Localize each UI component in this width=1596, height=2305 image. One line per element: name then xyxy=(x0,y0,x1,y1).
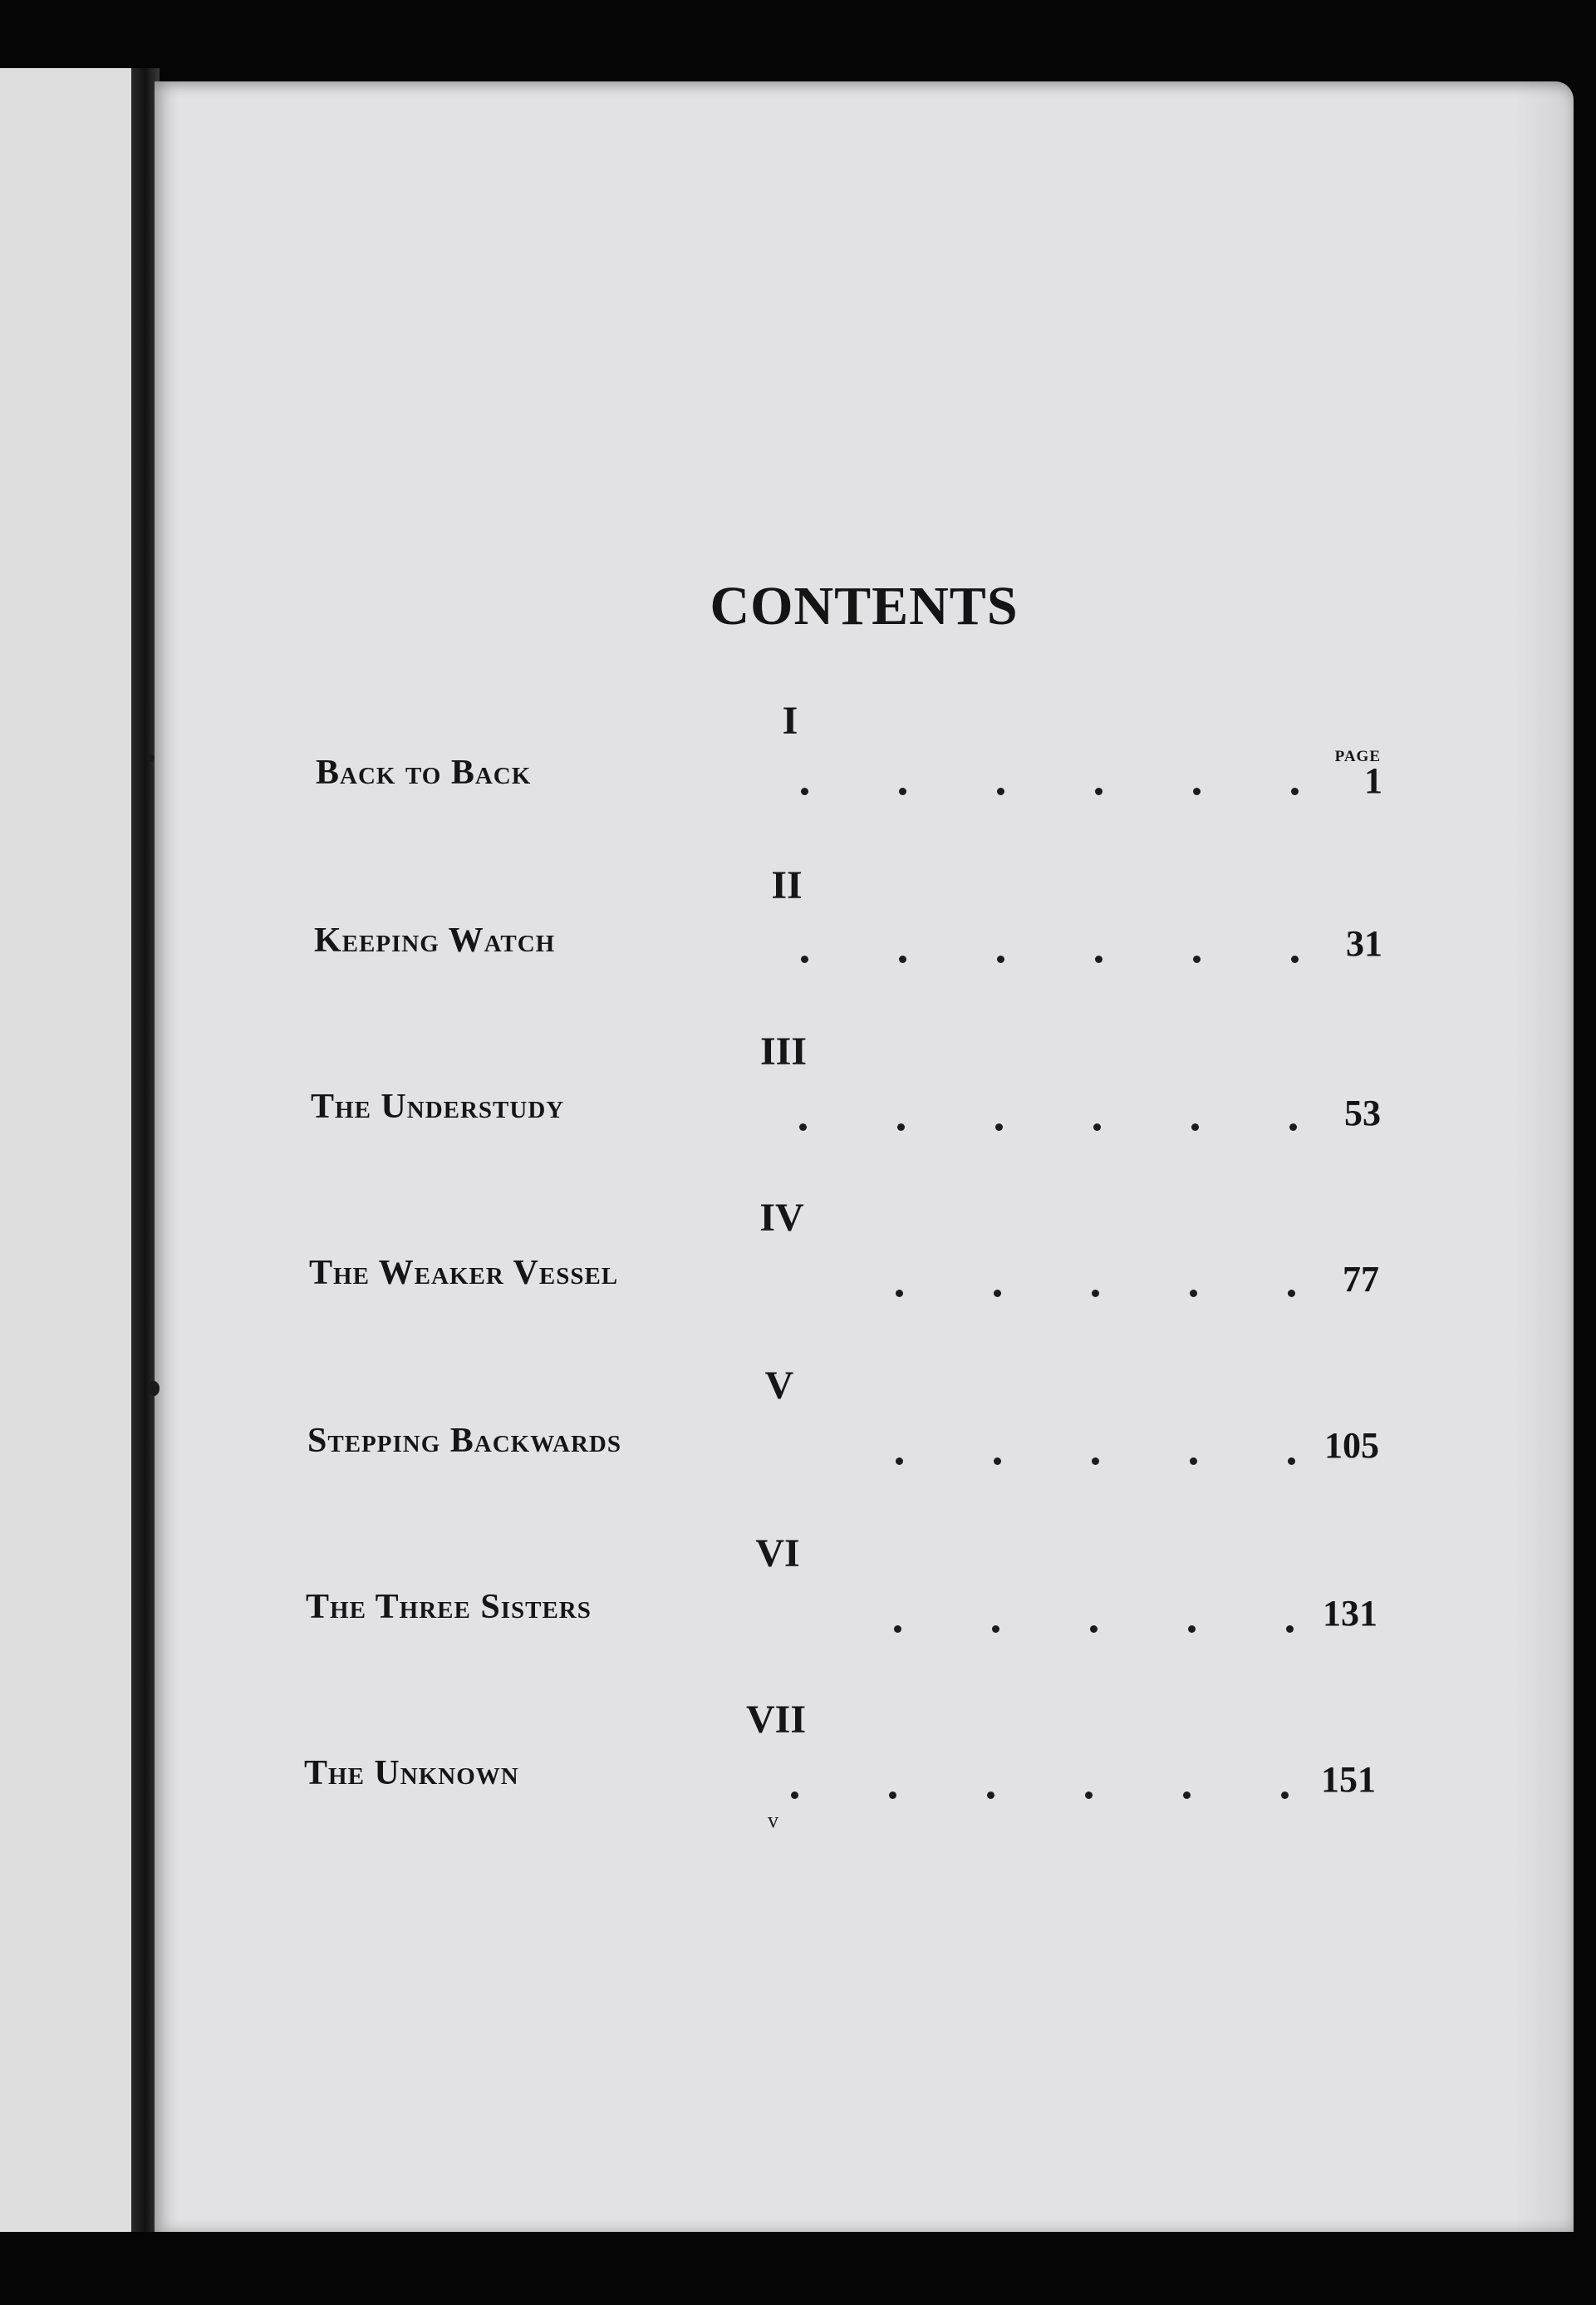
leader-dot xyxy=(1190,1457,1197,1465)
toc-entry[interactable] xyxy=(309,1253,1414,1303)
scan-speck xyxy=(148,754,155,761)
leader-dot xyxy=(899,788,906,795)
leader-dot xyxy=(1093,1123,1101,1131)
leader-dot xyxy=(896,1457,903,1465)
page-number: 131 xyxy=(1323,1593,1377,1634)
toc-entry[interactable] xyxy=(304,1753,1409,1803)
toc-entry[interactable] xyxy=(307,1421,1412,1471)
leader-dot xyxy=(1092,1457,1099,1465)
page-number: 31 xyxy=(1346,923,1382,964)
chapter-numeral: VII xyxy=(745,1698,807,1742)
leader-dot xyxy=(801,788,808,795)
contents-page xyxy=(155,81,1574,2232)
toc-entry[interactable] xyxy=(316,753,1421,803)
chapter-title: Back to Back xyxy=(316,754,532,792)
leader-dot xyxy=(1092,1290,1099,1297)
chapter-title: The Understudy xyxy=(311,1088,565,1126)
leader-dot xyxy=(1191,1123,1199,1131)
chapter-numeral: IV xyxy=(759,1196,804,1240)
leader-dot xyxy=(1183,1791,1191,1799)
leader-dot xyxy=(889,1791,896,1799)
page-number: 53 xyxy=(1344,1093,1381,1133)
leader-dot xyxy=(997,956,1004,963)
chapter-numeral: I xyxy=(782,699,798,743)
leader-dot xyxy=(1095,788,1102,795)
leader-dot xyxy=(992,1625,999,1633)
page-number: 105 xyxy=(1324,1425,1379,1466)
chapter-numeral: V xyxy=(764,1364,794,1408)
chapter-title: The Unknown xyxy=(304,1754,519,1792)
chapter-title: Stepping Backwards xyxy=(307,1422,621,1460)
leader-dot xyxy=(1090,1625,1098,1633)
leader-dot xyxy=(995,1123,1003,1131)
leader-dot xyxy=(791,1791,798,1799)
leader-dot xyxy=(899,956,906,963)
chapter-numeral: II xyxy=(771,863,803,907)
leader-dot xyxy=(997,788,1004,795)
leader-dot xyxy=(1085,1791,1093,1799)
chapter-numeral: III xyxy=(759,1030,808,1074)
chapter-title: The Weaker Vessel xyxy=(309,1254,619,1292)
toc-entry[interactable] xyxy=(306,1587,1411,1637)
leader-dot xyxy=(894,1625,901,1633)
chapter-title: The Three Sisters xyxy=(306,1588,592,1626)
leader-dot xyxy=(1193,788,1201,795)
leader-dot xyxy=(1188,1625,1196,1633)
left-page-edge xyxy=(0,68,143,2232)
page-column-label: PAGE xyxy=(1334,748,1381,765)
leader-dot xyxy=(799,1123,807,1131)
page-number: 1 xyxy=(1364,760,1382,801)
page-number: 151 xyxy=(1321,1759,1376,1800)
table-of-contents xyxy=(155,81,1574,2232)
page-number: 77 xyxy=(1343,1259,1379,1300)
chapter-numeral: VI xyxy=(755,1531,800,1575)
leader-dot xyxy=(1095,956,1102,963)
chapter-title: Keeping Watch xyxy=(314,922,556,960)
leader-dot xyxy=(1190,1290,1197,1297)
leader-dot xyxy=(994,1290,1001,1297)
leader-dot xyxy=(801,956,808,963)
leader-dot xyxy=(994,1457,1001,1465)
leader-dot xyxy=(987,1791,994,1799)
page-title: CONTENTS xyxy=(710,576,1019,636)
leader-dot xyxy=(1193,956,1201,963)
toc-entry[interactable] xyxy=(314,921,1419,971)
leader-dot xyxy=(897,1123,905,1131)
scan-speck xyxy=(148,1381,160,1396)
toc-entry[interactable] xyxy=(311,1087,1416,1137)
page-folio: v xyxy=(768,1808,778,1832)
leader-dot xyxy=(896,1290,903,1297)
